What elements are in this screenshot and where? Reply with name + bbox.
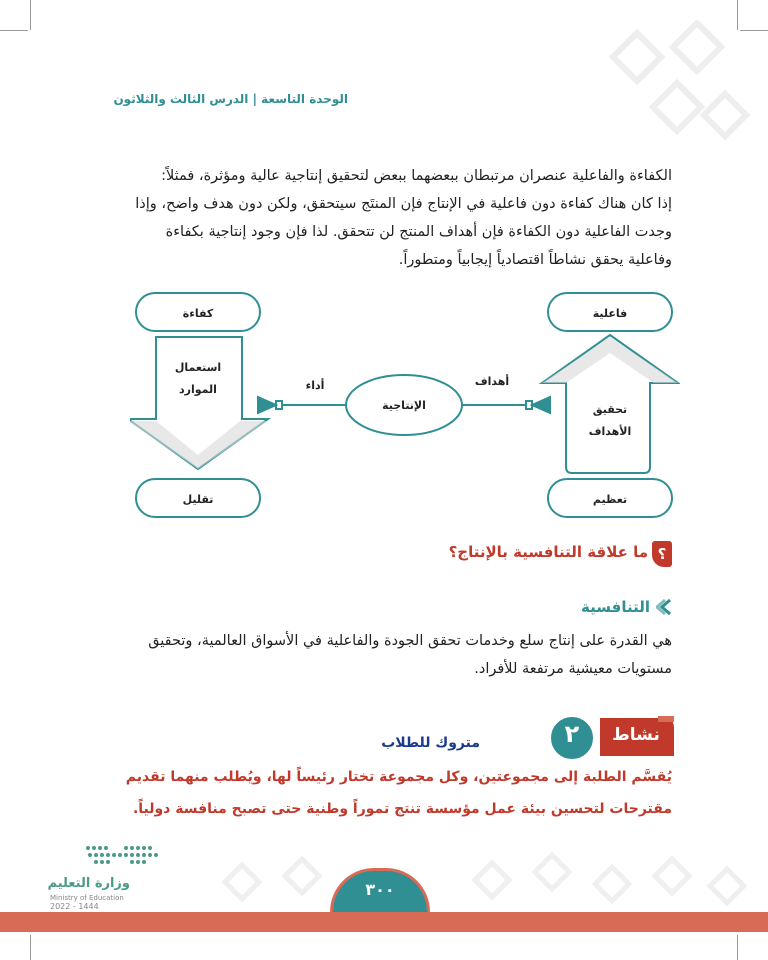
- goals-arrowhead: [532, 397, 550, 413]
- ministry-name-en: Ministry of Education: [50, 894, 124, 902]
- paragraph-line: وجدت الفاعلية دون الكفاءة فإن أهداف المنتج لن تتحقق. لذا فإن وجود إنتاجية بكفاءة: [165, 224, 672, 240]
- paragraph-line: إذا كان هناك كفاءة دون فاعلية في الإنتاج فإن المنتَج سيتحقق، ولكن دون هدف واضح، وإذا: [135, 196, 672, 212]
- efficiency-diagram: [130, 285, 680, 525]
- paragraph-line: الكفاءة والفاعلية عنصران مرتبطان ببعضهما ببعض لتحقيق إنتاجية عالية ومؤثرة، فمثلاً:: [161, 168, 672, 184]
- ministry-year: 2022 - 1444: [50, 902, 99, 911]
- activity-line: مقترحات لتحسين بيئة عمل مؤسسة تنتج تموراً وطنية حتى تصبح منافسة دولياً.: [132, 801, 672, 817]
- productivity-label: الإنتاجية: [382, 399, 426, 412]
- paragraph-line: مستويات معيشية مرتفعة للأفراد.: [474, 661, 672, 677]
- activity-line: يُقسَّم الطلبة إلى مجموعتين، وكل مجموعة تختار رئيساً لها، ويُطلب منهما تقديم: [125, 769, 672, 785]
- decorative-pattern: [560, 20, 760, 160]
- effectiveness-label: فاعلية: [592, 307, 628, 320]
- efficiency-label: كفاءة: [182, 307, 214, 320]
- footer-band: [0, 912, 768, 932]
- achieve-goals-label: تحقيق: [592, 403, 628, 416]
- activity-number: ٢: [564, 720, 580, 748]
- crop-mark: [737, 935, 738, 960]
- goals-label: أهداف: [474, 375, 510, 388]
- achieve-goals-label: الأهداف: [588, 425, 632, 438]
- question-icon: ؟: [652, 541, 672, 567]
- subheading-text: التنافسية: [581, 598, 650, 616]
- performance-arrowhead: [258, 397, 276, 413]
- ministry-logo-icon: [82, 840, 162, 872]
- question-text: ما علاقة التنافسية بالإنتاج؟: [448, 543, 648, 561]
- page-header: الوحدة التاسعة | الدرس الثالث والثلاثون: [113, 92, 348, 106]
- resource-use-label: استعمال: [174, 361, 222, 374]
- crop-mark: [30, 0, 31, 30]
- performance-label: أداء: [305, 379, 325, 392]
- paragraph-line: وفاعلية يحقق نشاطاً اقتصادياً إيجابياً ومتطوراً.: [398, 252, 672, 268]
- question-heading: [420, 543, 648, 561]
- crop-mark: [0, 30, 28, 31]
- paragraph-line: هي القدرة على إنتاج سلع وخدمات تحقق الجودة والفاعلية في الأسواق العالمية، وتحقيق: [148, 633, 672, 649]
- decorative-pattern: [200, 850, 760, 912]
- reduce-label: تقليل: [182, 493, 214, 506]
- activity-title: متروك للطلاب: [381, 735, 480, 751]
- crop-mark: [30, 935, 31, 960]
- page-number: ٣٠٠: [365, 880, 395, 899]
- resource-use-arrow: [130, 337, 268, 469]
- ministry-name: وزارة التعليم: [47, 876, 130, 891]
- intro-paragraph: [132, 162, 672, 274]
- double-chevron-icon: [656, 598, 674, 616]
- competitiveness-heading: [500, 598, 650, 616]
- activity-badge-label: نشاط: [612, 725, 660, 745]
- resource-use-label: الموارد: [179, 383, 217, 396]
- definition-paragraph: [132, 627, 672, 683]
- maximize-label: تعظيم: [592, 493, 628, 506]
